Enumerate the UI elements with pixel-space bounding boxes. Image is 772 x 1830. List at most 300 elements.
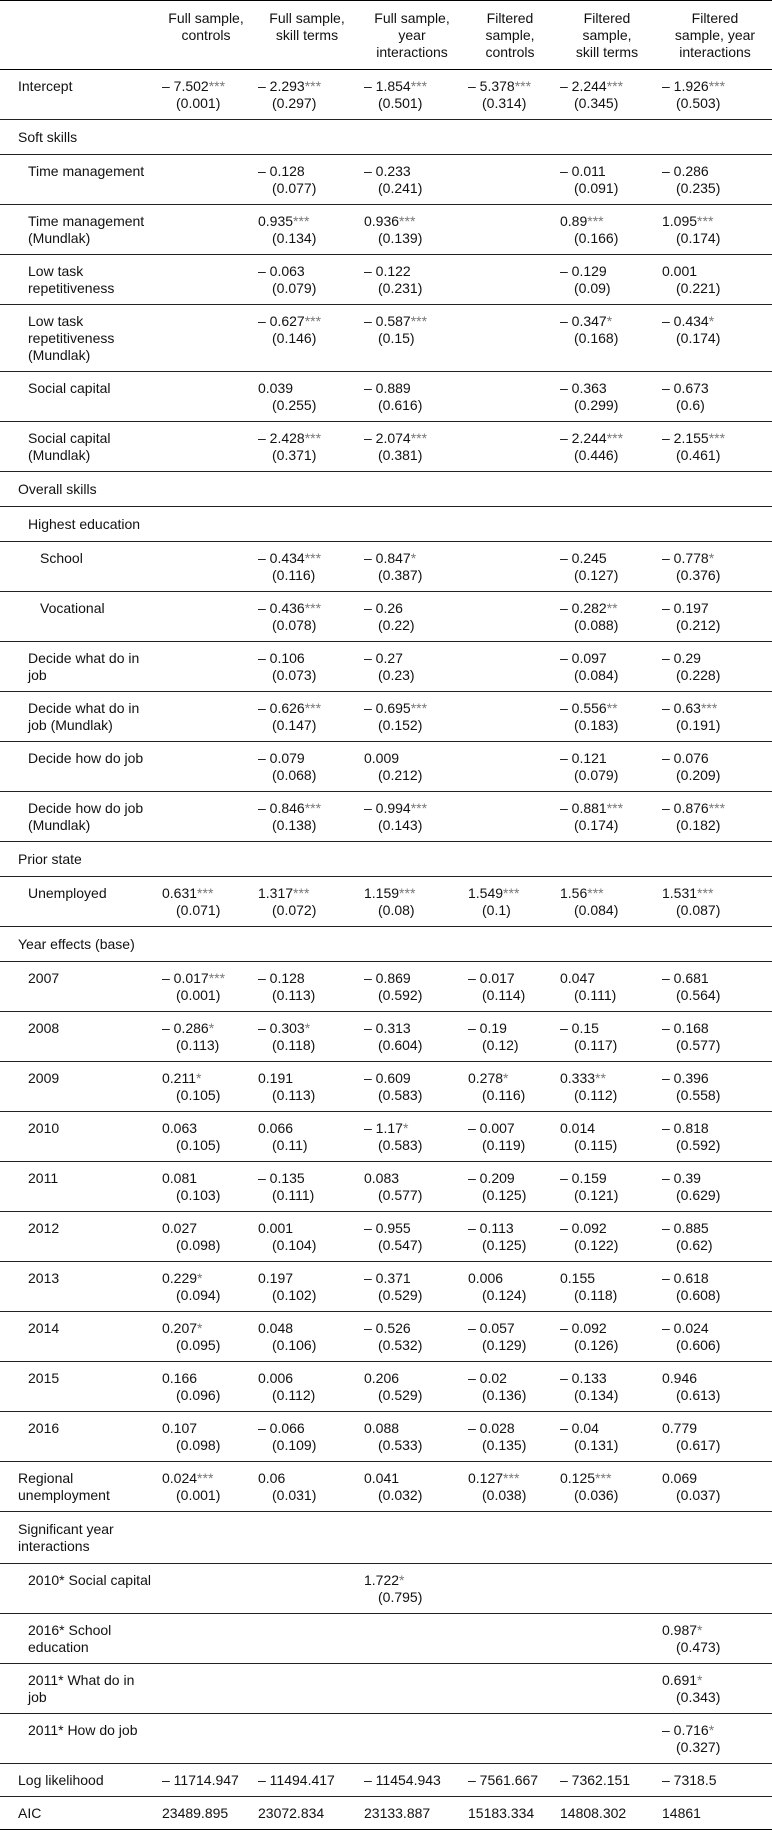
coefficient-value: – 0.869 <box>364 970 411 986</box>
table-cell <box>254 305 360 372</box>
table-cell <box>158 1012 254 1062</box>
coefficient-value: – 0.63 <box>662 700 701 716</box>
coefficient-value: 23133.887 <box>364 1805 431 1821</box>
standard-error: (0.103) <box>176 1187 221 1203</box>
standard-error: (0.118) <box>574 1287 618 1303</box>
coefficient-value: – 0.209 <box>468 1170 515 1186</box>
table-cell <box>658 472 772 507</box>
table-body <box>0 70 772 1830</box>
significance-stars: * <box>503 1070 509 1086</box>
table-cell <box>464 1012 556 1062</box>
standard-error: (0.209) <box>676 767 721 783</box>
coefficient-value: – 0.955 <box>364 1220 411 1236</box>
row-label: 2016 <box>0 1412 158 1462</box>
table-row <box>0 1212 772 1262</box>
significance-stars: * <box>410 550 417 566</box>
table-cell <box>158 305 254 372</box>
table-cell <box>158 1412 254 1462</box>
standard-error: (0.121) <box>574 1187 619 1203</box>
table-cell <box>464 1797 556 1830</box>
coefficient-value: – 0.885 <box>662 1220 709 1236</box>
significance-stars: * <box>399 1572 405 1588</box>
table-cell <box>254 1062 360 1112</box>
table-cell <box>254 507 360 542</box>
table-cell <box>658 120 772 155</box>
table-cell <box>464 542 556 592</box>
significance-stars: *** <box>708 800 726 816</box>
standard-error: (0.117) <box>574 1037 618 1053</box>
table-cell <box>254 542 360 592</box>
coefficient-value: 0.946 <box>662 1370 698 1386</box>
significance-stars: * <box>708 550 715 566</box>
table-row <box>0 1062 772 1112</box>
standard-error: (0.795) <box>378 1589 423 1605</box>
row-label: 2010 <box>0 1112 158 1162</box>
table-cell <box>658 1614 772 1664</box>
column-header: Filtered sample, controls <box>485 10 535 60</box>
table-cell <box>254 472 360 507</box>
significance-stars: *** <box>587 213 604 229</box>
standard-error: (0.135) <box>482 1437 527 1453</box>
coefficient-value: – 0.106 <box>258 650 305 666</box>
table-cell <box>158 692 254 742</box>
header-row <box>0 1 772 70</box>
row-label: School <box>0 542 158 592</box>
coefficient-value: – 0.286 <box>662 163 709 179</box>
table-cell <box>658 1012 772 1062</box>
significance-stars: *** <box>410 800 428 816</box>
coefficient-value: – 0.39 <box>662 1170 701 1186</box>
table-row <box>0 305 772 372</box>
standard-error: (0.241) <box>378 180 423 196</box>
table-cell <box>464 422 556 472</box>
table-cell <box>360 1797 464 1830</box>
coefficient-value: – 0.028 <box>468 1420 515 1436</box>
significance-stars: *** <box>410 700 428 716</box>
coefficient-value: 1.56 <box>560 885 588 901</box>
table-cell <box>254 205 360 255</box>
significance-stars: *** <box>708 78 726 94</box>
table-cell <box>556 927 658 962</box>
standard-error: (0.583) <box>378 1137 423 1153</box>
column-header: Full sample, skill terms <box>269 10 345 43</box>
table-cell <box>254 255 360 305</box>
section-row <box>0 120 772 155</box>
table-cell <box>360 927 464 962</box>
table-cell <box>464 592 556 642</box>
coefficient-value: – 0.092 <box>560 1220 607 1236</box>
standard-error: (0.113) <box>176 1037 220 1053</box>
table-row <box>0 692 772 742</box>
standard-error: (0.143) <box>378 817 423 833</box>
standard-error: (0.629) <box>676 1187 721 1203</box>
table-cell <box>658 422 772 472</box>
table-cell <box>556 507 658 542</box>
coefficient-value: 0.027 <box>162 1220 198 1236</box>
coefficient-value: 0.001 <box>258 1220 294 1236</box>
standard-error: (0.152) <box>378 717 423 733</box>
table-cell <box>360 642 464 692</box>
row-label: 2011* What do in job <box>0 1664 158 1714</box>
coefficient-value: – 0.818 <box>662 1120 709 1136</box>
table-cell <box>464 1312 556 1362</box>
table-cell <box>254 1112 360 1162</box>
row-label: AIC <box>0 1797 158 1830</box>
table-cell <box>254 1262 360 1312</box>
significance-stars: *** <box>708 430 726 446</box>
row-label: Low task repetitiveness <box>0 255 158 305</box>
coefficient-value: – 11494.417 <box>258 1772 335 1788</box>
standard-error: (0.12) <box>482 1037 519 1053</box>
table-cell <box>360 1564 464 1614</box>
coefficient-value: – 1.854 <box>364 78 411 94</box>
table-row <box>0 422 772 472</box>
table-cell <box>658 642 772 692</box>
significance-stars: *** <box>697 885 714 901</box>
standard-error: (0.109) <box>272 1437 317 1453</box>
table-cell <box>360 742 464 792</box>
significance-stars: *** <box>208 78 226 94</box>
table-cell <box>360 1664 464 1714</box>
table-cell <box>158 742 254 792</box>
table-cell <box>158 255 254 305</box>
standard-error: (0.127) <box>574 567 619 583</box>
significance-stars: * <box>708 1722 715 1738</box>
standard-error: (0.604) <box>378 1037 423 1053</box>
standard-error: (0.564) <box>676 987 721 1003</box>
significance-stars: *** <box>606 78 624 94</box>
table-cell <box>658 1462 772 1512</box>
standard-error: (0.608) <box>676 1287 721 1303</box>
coefficient-value: 0.014 <box>560 1120 596 1136</box>
significance-stars: *** <box>700 700 718 716</box>
row-label: Vocational <box>0 592 158 642</box>
table-row <box>0 1564 772 1614</box>
coefficient-value: 0.207 <box>162 1320 198 1336</box>
standard-error: (0.114) <box>482 987 526 1003</box>
table-cell <box>464 255 556 305</box>
coefficient-value: 0.088 <box>364 1420 400 1436</box>
table-cell <box>556 1564 658 1614</box>
column-header: Full sample, year interactions <box>374 10 450 60</box>
table-cell <box>360 1062 464 1112</box>
table-cell <box>556 305 658 372</box>
table-cell <box>658 962 772 1012</box>
standard-error: (0.095) <box>176 1337 221 1353</box>
standard-error: (0.547) <box>378 1237 423 1253</box>
table-cell <box>158 792 254 842</box>
standard-error: (0.146) <box>272 330 317 346</box>
row-label: Social capital (Mundlak) <box>0 422 158 472</box>
coefficient-value: 0.107 <box>162 1420 198 1436</box>
standard-error: (0.532) <box>378 1337 423 1353</box>
coefficient-value: – 0.695 <box>364 700 411 716</box>
significance-stars: *** <box>208 970 226 986</box>
table-cell <box>556 1212 658 1262</box>
standard-error: (0.084) <box>574 902 619 918</box>
significance-stars: * <box>697 1622 703 1638</box>
standard-error: (0.071) <box>176 902 221 918</box>
coefficient-value: – 0.135 <box>258 1170 305 1186</box>
table-cell <box>556 1664 658 1714</box>
table-cell <box>254 1212 360 1262</box>
coefficient-value: 0.083 <box>364 1170 400 1186</box>
coefficient-value: 1.095 <box>662 213 698 229</box>
coefficient-value: 0.278 <box>468 1070 504 1086</box>
standard-error: (0.345) <box>574 95 619 111</box>
coefficient-value: 1.159 <box>364 885 400 901</box>
table-cell <box>158 1462 254 1512</box>
coefficient-value: – 0.121 <box>560 750 607 766</box>
row-label: 2013 <box>0 1262 158 1312</box>
coefficient-value: 0.127 <box>468 1470 504 1486</box>
standard-error: (0.174) <box>676 230 721 246</box>
standard-error: (0.077) <box>272 180 317 196</box>
table-cell <box>464 372 556 422</box>
row-label: Overall skills <box>0 472 158 507</box>
significance-stars: *** <box>304 78 322 94</box>
standard-error: (0.096) <box>176 1387 221 1403</box>
coefficient-value: – 0.233 <box>364 163 411 179</box>
table-cell <box>360 592 464 642</box>
table-cell <box>464 70 556 120</box>
standard-error: (0.038) <box>482 1487 527 1503</box>
coefficient-value: 0.333 <box>560 1070 596 1086</box>
standard-error: (0.104) <box>272 1237 317 1253</box>
coefficient-value: – 0.15 <box>560 1020 599 1036</box>
table-cell <box>658 1212 772 1262</box>
standard-error: (0.139) <box>378 230 423 246</box>
significance-stars: * <box>304 1020 311 1036</box>
coefficient-value: 23072.834 <box>258 1805 325 1821</box>
significance-stars: *** <box>293 213 310 229</box>
coefficient-value: 0.066 <box>258 1120 294 1136</box>
significance-stars: *** <box>304 313 322 329</box>
standard-error: (0.113) <box>272 987 316 1003</box>
standard-error: (0.387) <box>378 567 423 583</box>
coefficient-value: – 0.063 <box>258 263 305 279</box>
table-cell <box>658 1664 772 1714</box>
table-cell <box>254 1614 360 1664</box>
table-cell <box>556 1797 658 1830</box>
table-row <box>0 542 772 592</box>
standard-error: (0.62) <box>676 1237 713 1253</box>
table-cell <box>254 1714 360 1764</box>
coefficient-value: 0.987 <box>662 1622 698 1638</box>
coefficient-value: 0.691 <box>662 1672 698 1688</box>
standard-error: (0.183) <box>574 717 619 733</box>
standard-error: (0.084) <box>574 667 619 683</box>
coefficient-value: – 0.017 <box>162 970 209 986</box>
coefficient-value: – 0.626 <box>258 700 305 716</box>
standard-error: (0.606) <box>676 1337 721 1353</box>
table-row <box>0 742 772 792</box>
table-cell <box>658 692 772 742</box>
significance-stars: *** <box>503 885 520 901</box>
table-row <box>0 1162 772 1212</box>
table-cell <box>360 1162 464 1212</box>
table-row <box>0 1614 772 1664</box>
table-cell <box>556 962 658 1012</box>
significance-stars: *** <box>399 885 416 901</box>
table-cell <box>658 1564 772 1614</box>
standard-error: (0.032) <box>378 1487 423 1503</box>
table-cell <box>360 155 464 205</box>
standard-error: (0.115) <box>574 1137 618 1153</box>
significance-stars: *** <box>606 430 624 446</box>
standard-error: (0.503) <box>676 95 721 111</box>
coefficient-value: 1.549 <box>468 885 504 901</box>
table-cell <box>658 792 772 842</box>
row-label: Time management <box>0 155 158 205</box>
coefficient-value: – 0.347 <box>560 313 607 329</box>
standard-error: (0.174) <box>676 330 721 346</box>
section-row <box>0 507 772 542</box>
table-cell <box>254 1512 360 1564</box>
standard-error: (0.102) <box>272 1287 317 1303</box>
table-cell <box>254 70 360 120</box>
significance-stars: *** <box>595 1470 612 1486</box>
table-cell <box>158 1162 254 1212</box>
table-cell <box>158 1564 254 1614</box>
table-cell <box>658 1512 772 1564</box>
table-cell <box>360 1212 464 1262</box>
table-cell <box>158 422 254 472</box>
column-header: Filtered sample, skill terms <box>575 10 639 60</box>
table-cell <box>464 1362 556 1412</box>
row-label: Unemployed <box>0 877 158 927</box>
standard-error: (0.08) <box>378 902 415 918</box>
table-cell <box>658 1062 772 1112</box>
table-cell <box>556 592 658 642</box>
standard-error: (0.255) <box>272 397 317 413</box>
significance-stars: *** <box>587 885 604 901</box>
table-cell <box>360 205 464 255</box>
row-label: Log likelihood <box>0 1764 158 1797</box>
standard-error: (0.105) <box>176 1137 221 1153</box>
coefficient-value: – 0.876 <box>662 800 709 816</box>
coefficient-value: 0.006 <box>258 1370 294 1386</box>
significance-stars: ** <box>606 600 618 616</box>
table-cell <box>556 1112 658 1162</box>
standard-error: (0.072) <box>272 902 317 918</box>
coefficient-value: – 0.778 <box>662 550 709 566</box>
row-label: 2011 <box>0 1162 158 1212</box>
standard-error: (0.613) <box>676 1387 721 1403</box>
coefficient-value: 0.155 <box>560 1270 596 1286</box>
significance-stars: * <box>197 1270 203 1286</box>
coefficient-value: – 0.618 <box>662 1270 709 1286</box>
table-cell <box>464 472 556 507</box>
coefficient-value: – 0.017 <box>468 970 515 986</box>
coefficient-value: – 0.066 <box>258 1420 305 1436</box>
table-cell <box>556 642 658 692</box>
standard-error: (0.098) <box>176 1237 221 1253</box>
table-cell <box>556 1312 658 1362</box>
table-cell <box>556 1412 658 1462</box>
table-cell <box>464 642 556 692</box>
table-cell <box>556 205 658 255</box>
header-corner <box>0 1 158 70</box>
coefficient-value: 0.631 <box>162 885 198 901</box>
row-label: Decide how do job <box>0 742 158 792</box>
table-row <box>0 1262 772 1312</box>
section-row <box>0 472 772 507</box>
standard-error: (0.112) <box>574 1087 618 1103</box>
table-cell <box>254 592 360 642</box>
row-label: Decide what do in job (Mundlak) <box>0 692 158 742</box>
coefficient-value: – 7318.5 <box>662 1772 717 1788</box>
standard-error: (0.078) <box>272 617 317 633</box>
standard-error: (0.235) <box>676 180 721 196</box>
coefficient-value: – 0.363 <box>560 380 607 396</box>
coefficient-value: – 2.155 <box>662 430 709 446</box>
table-cell <box>254 742 360 792</box>
row-label: Time management (Mundlak) <box>0 205 158 255</box>
coefficient-value: – 0.282 <box>560 600 607 616</box>
table-cell <box>158 1764 254 1797</box>
table-cell <box>464 842 556 877</box>
table-cell <box>464 305 556 372</box>
coefficient-value: – 0.122 <box>364 263 411 279</box>
significance-stars: *** <box>399 213 416 229</box>
table-cell <box>158 1362 254 1412</box>
table-cell <box>360 120 464 155</box>
coefficient-value: – 0.011 <box>560 163 606 179</box>
table-cell <box>254 1564 360 1614</box>
coefficient-value: 0.229 <box>162 1270 198 1286</box>
table-cell <box>556 1362 658 1412</box>
table-cell <box>158 120 254 155</box>
table-cell <box>158 1062 254 1112</box>
coefficient-value: – 0.313 <box>364 1020 411 1036</box>
coefficient-value: – 0.168 <box>662 1020 709 1036</box>
standard-error: (0.111) <box>574 987 617 1003</box>
standard-error: (0.212) <box>676 617 721 633</box>
coefficient-value: – 0.556 <box>560 700 607 716</box>
table-cell <box>464 1664 556 1714</box>
table-cell <box>360 1512 464 1564</box>
table-cell <box>254 120 360 155</box>
standard-error: (0.592) <box>676 1137 721 1153</box>
coefficient-value: – 0.245 <box>560 550 607 566</box>
table-cell <box>360 1412 464 1462</box>
table-cell <box>360 372 464 422</box>
table-cell <box>254 422 360 472</box>
table-cell <box>360 1614 464 1664</box>
coefficient-value: – 0.128 <box>258 163 305 179</box>
standard-error: (0.182) <box>676 817 721 833</box>
table-row <box>0 642 772 692</box>
table-row <box>0 1112 772 1162</box>
standard-error: (0.314) <box>482 95 527 111</box>
table-row <box>0 792 772 842</box>
table-cell <box>658 1714 772 1764</box>
table-cell <box>158 1312 254 1362</box>
standard-error: (0.6) <box>676 397 705 413</box>
standard-error: (0.343) <box>676 1689 721 1705</box>
table-cell <box>360 1714 464 1764</box>
table-cell <box>658 1412 772 1462</box>
coefficient-value: – 0.129 <box>560 263 607 279</box>
table-cell <box>158 1664 254 1714</box>
table-row <box>0 592 772 642</box>
table-cell <box>158 1212 254 1262</box>
table-cell <box>158 592 254 642</box>
coefficient-value: – 0.716 <box>662 1722 709 1738</box>
table-row <box>0 1714 772 1764</box>
coefficient-value: – 0.076 <box>662 750 709 766</box>
